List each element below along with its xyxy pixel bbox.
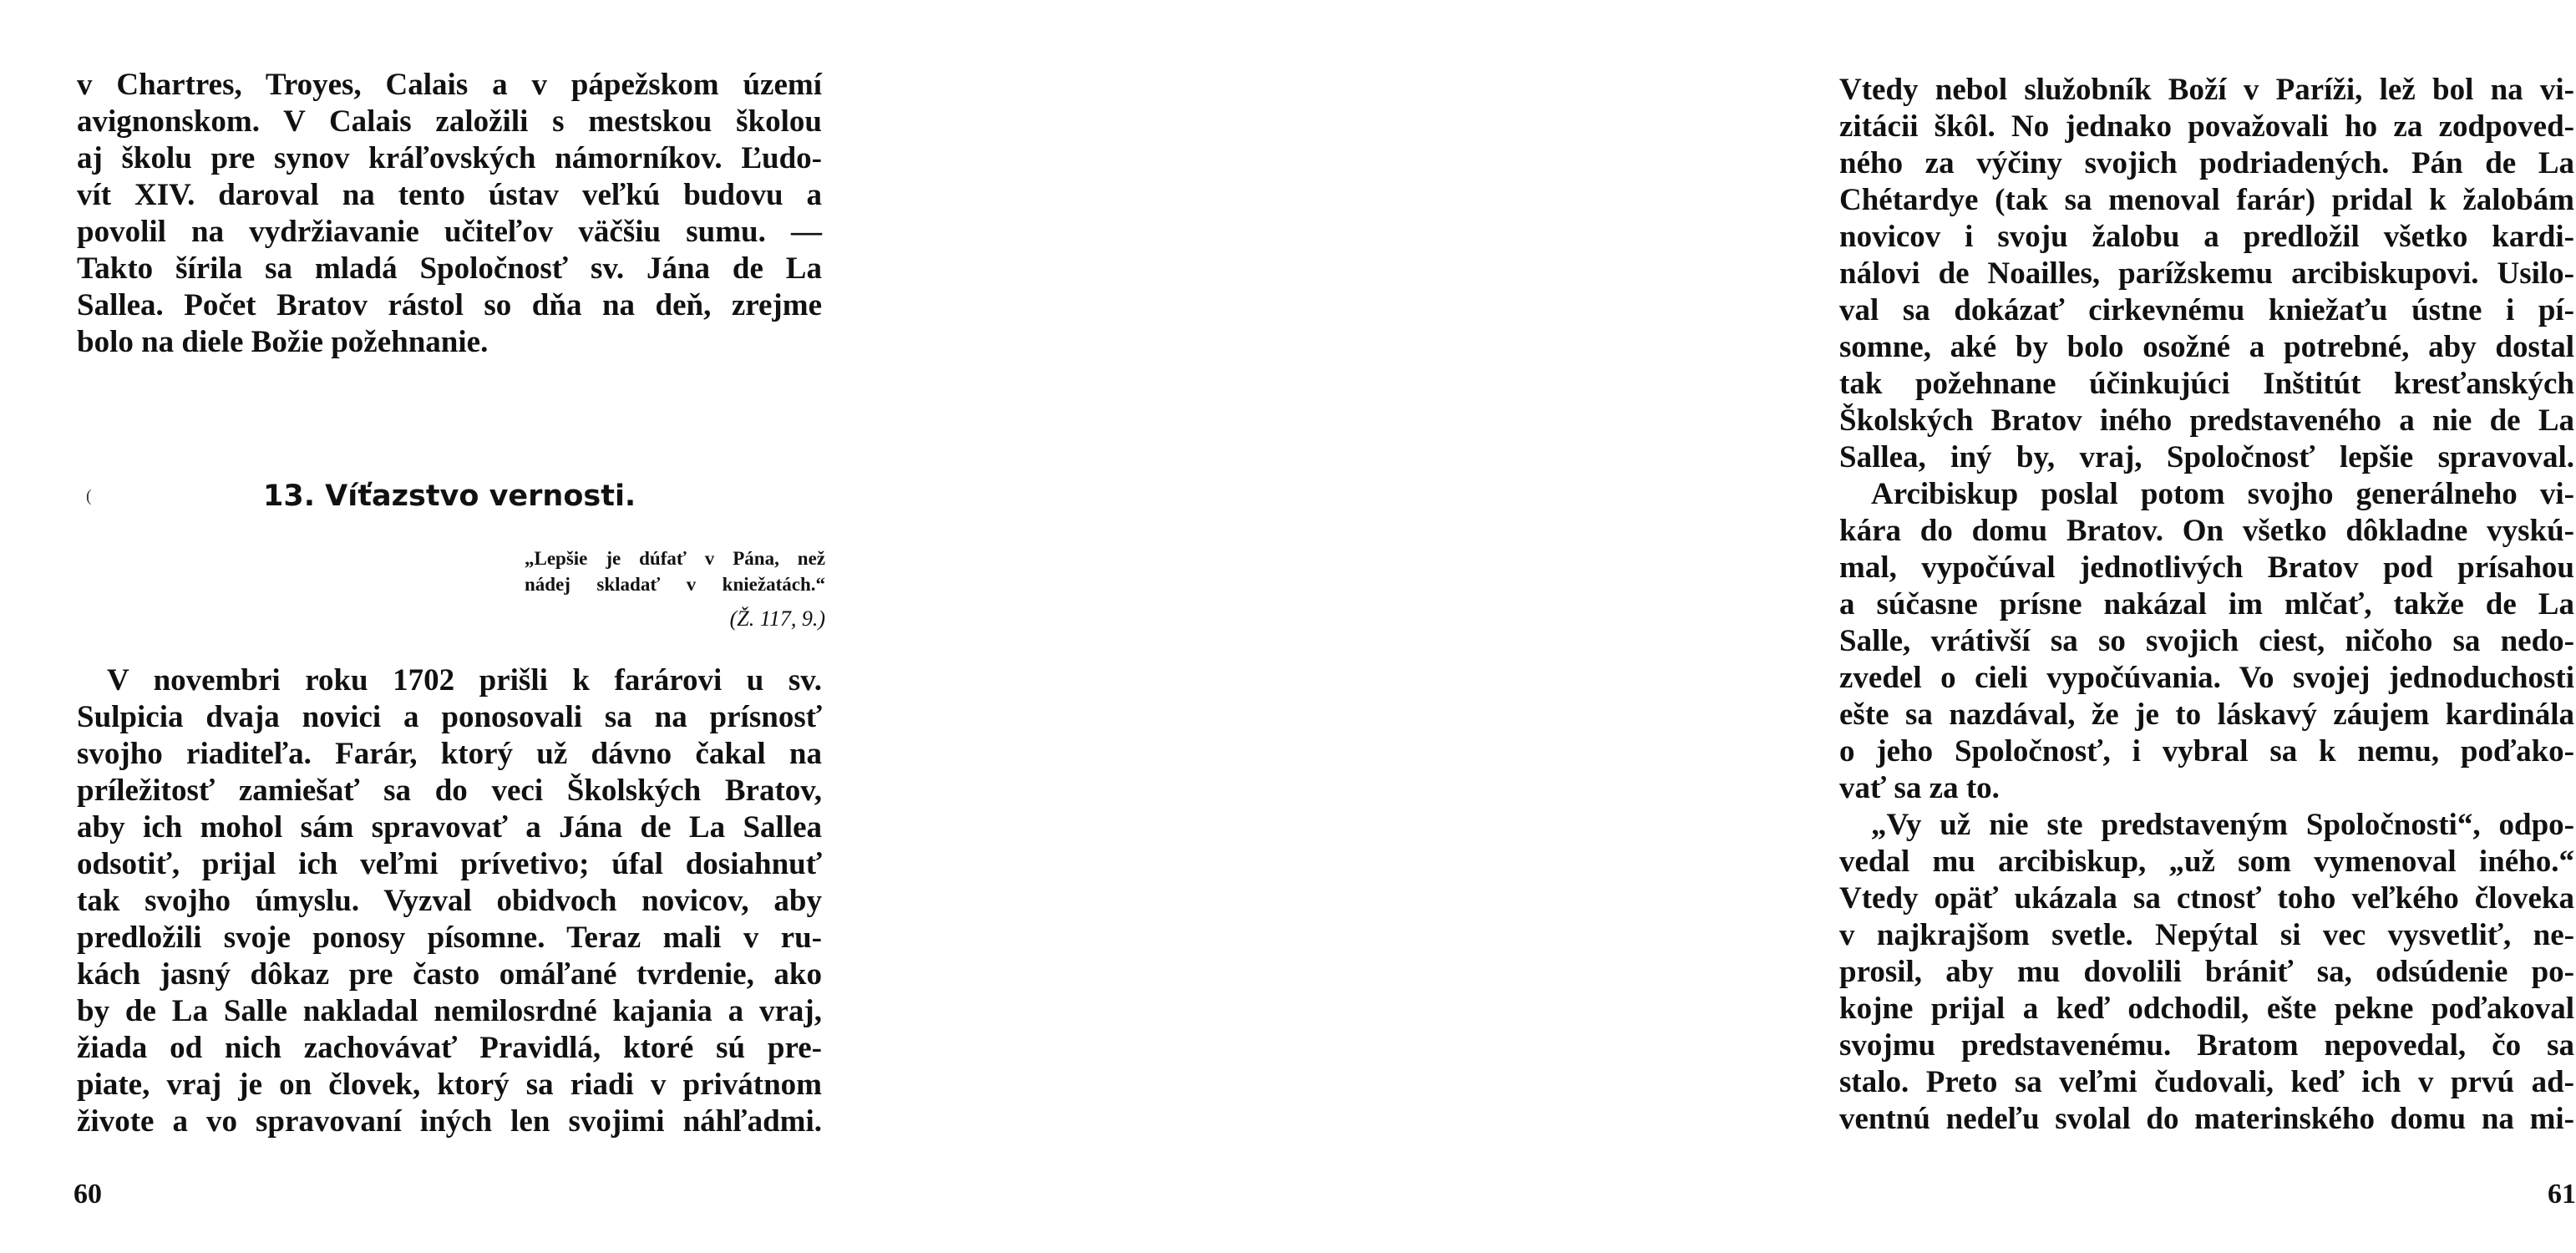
page-number: 61 [2548, 1179, 2576, 1210]
text-line: žiada od nich zachovávať Pravidlá, ktoré sú pre- [77, 1031, 822, 1065]
text-line: odsotiť, prijal ich veľmi prívetivo; úfal dosiahnuť [77, 847, 822, 881]
text-line: Sallea, iný by, vraj, Spoločnosť lepšie spravoval. [1839, 440, 2574, 474]
text-line: ešte sa nazdával, že je to láskavý záujem kardinála [1839, 698, 2574, 732]
epigraph-line: nádej skladať v kniežatách.“ [525, 574, 825, 595]
text-line: piate, vraj je on človek, ktorý sa riadi v privátnom [77, 1068, 822, 1102]
text-line: ného za výčiny svojich podriadených. Pán de La [1839, 146, 2574, 180]
text-line: vať sa za to. [1839, 771, 2000, 805]
text-line: Školských Bratov iného predstaveného a nie de La [1839, 403, 2574, 438]
text-line: povolil na vydržiavanie učiteľov väčšiu sumu. — [77, 215, 822, 249]
text-line: somne, aké by bolo osožné a potrebné, aby dostal [1839, 330, 2574, 364]
text-line: kára do domu Bratov. On všetko dôkladne vyskú- [1839, 514, 2574, 548]
text-line: by de La Salle nakladal nemilosrdné kajania a vraj, [77, 994, 822, 1028]
text-line: Takto šírila sa mladá Spoločnosť sv. Jána de La [77, 251, 822, 286]
text-line: avignonskom. V Calais založili s mestskou školou [77, 104, 822, 139]
text-line: a súčasne prísne nakázal im mlčať, takže de La [1839, 587, 2574, 621]
text-line: svojho riaditeľa. Farár, ktorý už dávno čakal na [77, 737, 822, 771]
epigraph-reference: (Ž. 117, 9.) [729, 606, 825, 631]
text-line: Vtedy nebol služobník Boží v Paríži, lež bol na vi- [1839, 73, 2574, 107]
text-line: stalo. Preto sa veľmi čudovali, keď ich v prvú ad- [1839, 1065, 2574, 1099]
text-line: aby ich mohol sám spravovať a Jána de La Sallea [77, 810, 822, 845]
text-line: svojmu predstavenému. Bratom nepovedal, čo sa [1839, 1028, 2574, 1063]
epigraph-line: „Lepšie je dúfať v Pána, než [525, 548, 825, 569]
text-line: prosil, aby mu dovolili brániť sa, odsúdenie po- [1839, 955, 2574, 989]
text-line: príležitosť zamiešať sa do veci Školských Bratov, [77, 774, 822, 808]
text-line: Vtedy opäť ukázala sa ctnosť toho veľkého človeka [1839, 881, 2574, 916]
text-line: bolo na diele Božie požehnanie. [77, 325, 489, 359]
text-line: tak svojho úmyslu. Vyzval obidvoch novicov, aby [77, 884, 822, 918]
text-line: zvedel o cieli vypočúvania. Vo svojej jednoduchosti [1839, 661, 2574, 695]
text-line: v najkrajšom svetle. Nepýtal si vec vysvetliť, ne- [1839, 918, 2574, 952]
text-line: kách jasný dôkaz pre často omáľané tvrdenie, ako [77, 957, 822, 992]
page-number: 60 [74, 1179, 102, 1210]
text-line: kojne prijal a keď odchodil, ešte pekne poďakoval [1839, 992, 2574, 1026]
text-line: Sulpicia dvaja novici a ponosovali sa na prísnosť [77, 700, 822, 734]
text-line: predložili svoje ponosy písomne. Teraz mali v ru- [77, 921, 822, 955]
text-line: nálovi de Noailles, parížskemu arcibiskupovi. Usilo- [1839, 256, 2574, 291]
text-line: vedal mu arcibiskup, „už som vymenoval iného.“ [1839, 845, 2574, 879]
right-page [880, 0, 2576, 1253]
text-line: val sa dokázať cirkevnému kniežaťu ústne i pí- [1839, 293, 2574, 327]
text-line: mal, vypočúval jednotlivých Bratov pod prísahou [1839, 550, 2574, 585]
text-line: v Chartres, Troyes, Calais a v pápežskom území [77, 68, 822, 102]
chapter-title: 13. Víťazstvo vernosti. [263, 479, 636, 513]
text-line: „Vy už nie ste predstaveným Spoločnosti“, odpo- [1871, 808, 2574, 842]
text-line: živote a vo spravovaní iných len svojimi náhľadmi. [77, 1104, 822, 1139]
text-line: Salle, vrátivší sa so svojich ciest, ničoho sa nedo- [1839, 624, 2574, 658]
text-line: Arcibiskup poslal potom svojho generálneho vi- [1871, 477, 2574, 511]
stray-mark: ( [86, 487, 92, 505]
text-line: vít XIV. daroval na tento ústav veľkú budovu a [77, 178, 822, 212]
text-line: V novembri roku 1702 prišli k farárovi u sv. [107, 663, 822, 698]
text-line: tak požehnane účinkujúci Inštitút kresťanských [1839, 367, 2574, 401]
left-page [0, 0, 880, 1253]
text-line: Chétardye (tak sa menoval farár) pridal k žalobám [1839, 183, 2574, 217]
text-line: zitácii škôl. No jednako považovali ho za zodpoved- [1839, 109, 2574, 144]
text-line: ventnú nedeľu svolal do materinského domu na mi- [1839, 1102, 2574, 1136]
text-line: aj školu pre synov kráľovských námorníkov. Ľudo- [77, 141, 822, 175]
text-line: Sallea. Počet Bratov rástol so dňa na deň, zrejme [77, 288, 822, 322]
text-line: novicov i svoju žalobu a predložil všetko kardi- [1839, 220, 2574, 254]
text-line: o jeho Spoločnosť, i vybral sa k nemu, poďako- [1839, 734, 2574, 769]
